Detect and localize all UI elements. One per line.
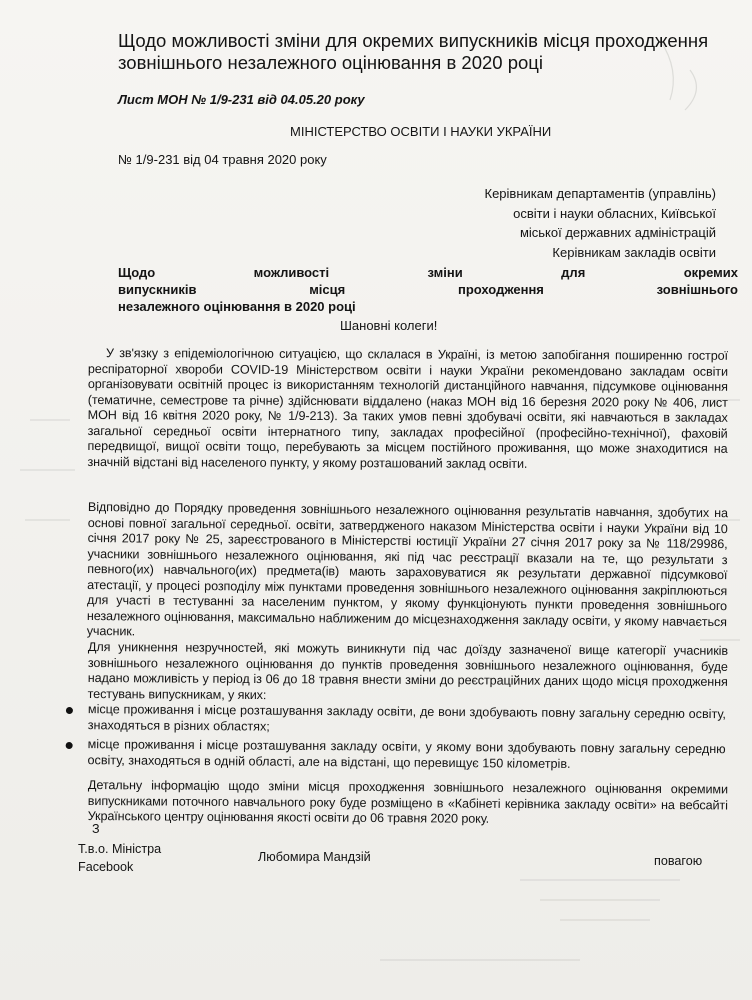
- subject-line-3: незалежного оцінювання в 2020 році: [118, 299, 356, 314]
- document-title: [118, 30, 718, 74]
- subject-line-1: Щодо можливості зміни для окремих: [118, 265, 738, 280]
- addressee-line: освіти і науки обласних, Київської: [513, 205, 716, 221]
- list-item-text: місце проживання і місце розташування закладу освіти, у якому вони здобувають повну загальну середню освіту, знаходяться в одній області, але на відстані, що перевищує 150 кілометрів.: [87, 737, 726, 771]
- paragraph: Відповідно до Порядку проведення зовнішнього незалежного оцінювання результатів навчання, здобутих на основі повної загальної середньої. освіти, затвердженого наказом Міністерства освіти і науки України від 10 січня 2017 року № 25, зареєстрованого в Міністерстві юстиції України 27 січня 2017 року за № 118/29986, учасники зовнішнього незалежного оцінювання, які під час реєстрації вказали на те, що результати з певного(их) навчального(их) предмета(ів) мають зараховуватися як результати державної підсумкової атестації, у процесі розподілу між пунктами проведення зовнішнього незалежного оцінювання закріплюються для участі в тестуванні за населеним пунктом, у якому функціонують пункти проведення зовнішнього незалежного оцінювання, максимально наближеним до місцезнаходження закладу освіти, у якому навчається учасник.: [86, 500, 728, 639]
- addressee-line: Керівникам закладів освіти: [552, 244, 716, 260]
- signatory-name: Любомира Мандзій: [258, 850, 371, 864]
- subject-line-2: випускників місця проходження зовнішнього: [118, 282, 738, 297]
- subject-block: [118, 264, 738, 315]
- ministry-name: МІНІСТЕРСТВО ОСВІТИ І НАУКИ УКРАЇНИ: [290, 124, 552, 139]
- letter-reference: Лист МОН № 1/9-231 від 04.05.20 року: [118, 92, 365, 107]
- list-item: [65, 737, 725, 773]
- closing-respect: повагою: [654, 854, 703, 868]
- paragraph: Для уникнення незручностей, які можуть виникнути під час доїзду зазначеної вище категорії учасників зовнішнього незалежного оцінювання до пунктів проведення зовнішнього незалежного оцінювання, буде надано можливість у період із 06 до 18 травня внести зміни до реєстраційних даних щодо місця проходження тестувань випускникам, у яких:: [87, 640, 728, 702]
- list-item-text: місце проживання і місце розташування закладу освіти, де вони здобувають повну загальну середню освіту, знаходяться в різних областях;: [87, 702, 726, 734]
- bullet-list: [65, 702, 726, 777]
- addressee-line: міської державних адміністрацій: [519, 225, 716, 240]
- title-line-1: Щодо можливості зміни для окремих випускників місця проходження: [118, 30, 709, 51]
- salutation: Шановні колеги!: [340, 318, 438, 333]
- signatory-post: Т.в.о. Міністра: [78, 842, 162, 856]
- paragraph: Детальну інформацію щодо зміни місця проходження зовнішнього незалежного оцінювання окремими випускниками поточного навчального року буде розміщено в «Кабінеті керівника закладу освіти» на вебсайті Українського центру оцінювання якості освіти до 06 травня 2020 року.: [87, 778, 728, 826]
- title-line-2: зовнішнього незалежного оцінювання в 2020 році: [118, 52, 544, 73]
- letter-number: № 1/9-231 від 04 травня 2020 року: [118, 152, 327, 167]
- facebook-label: Facebook: [78, 860, 134, 874]
- bullet-dot-icon: [66, 707, 73, 714]
- footer-fragment: З: [92, 822, 100, 836]
- addressee-block: [396, 184, 716, 262]
- paragraph: У зв'язку з епідеміологічною ситуацією, що склалася в Україні, із метою запобігання поширенню гострої респіраторної хвороби COVID-19 Міністерством освіти і науки України рекомендовано закладам освіти організовувати освітній процес із використанням технологій дистанційного навчання, підсумкове оцінювання (тематичне, семестрове та річне) здійснювати віддалено (наказ МОН від 16 березня 2020 року № 406, лист МОН від 16 квітня 2020 року, № 1/9-213). За таких умов певні здобувачі освіти, які навчаються в закладах загальної середньої освіти інтернатного типу, закладах професійної (професійно-технічної), фаховій передвищої, вищої освіти тощо, перебувають за місцем постійного проживання, що може знаходитися на значній відстані від населеного пункту, у якому розташований заклад освіти.: [87, 346, 728, 471]
- list-item: [66, 702, 726, 738]
- addressee-line: Керівникам департаментів (управлінь): [484, 186, 716, 201]
- bullet-dot-icon: [66, 742, 73, 749]
